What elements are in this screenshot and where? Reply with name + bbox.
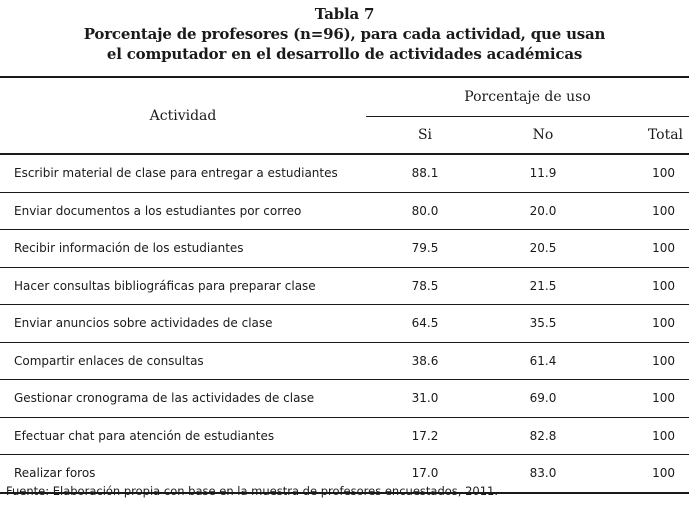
total-cell: 100 (602, 380, 689, 418)
total-cell: 100 (602, 455, 689, 493)
activity-cell: Compartir enlaces de consultas (0, 342, 366, 380)
total-cell: 100 (602, 417, 689, 455)
table-caption-line-1: Porcentaje de profesores (n=96), para cada actividad, que usan (83, 25, 606, 43)
activity-cell: Hacer consultas bibliográficas para preparar clase (0, 267, 366, 305)
si-cell: 64.5 (366, 305, 484, 343)
table-header (0, 77, 689, 154)
no-cell: 35.5 (484, 305, 602, 343)
activity-cell: Escribir material de clase para entregar a estudiantes (0, 154, 366, 192)
table-number: Tabla 7 (314, 5, 375, 23)
table-row (0, 305, 689, 343)
activity-cell: Enviar anuncios sobre actividades de clase (0, 305, 366, 343)
no-cell: 83.0 (484, 455, 602, 493)
total-cell: 100 (602, 305, 689, 343)
no-cell: 21.5 (484, 267, 602, 305)
table-row (0, 380, 689, 418)
table-body (0, 154, 689, 493)
si-cell: 31.0 (366, 380, 484, 418)
total-cell: 100 (602, 230, 689, 268)
activity-cell: Recibir información de los estudiantes (0, 230, 366, 268)
header-no: No (484, 117, 602, 155)
si-cell: 38.6 (366, 342, 484, 380)
no-cell: 20.0 (484, 192, 602, 230)
table-caption-line-2: el computador en el desarrollo de actividades académicas (106, 45, 583, 63)
no-cell: 69.0 (484, 380, 602, 418)
no-cell: 61.4 (484, 342, 602, 380)
header-total: Total (602, 117, 689, 155)
header-si: Si (366, 117, 484, 155)
table-row (0, 154, 689, 192)
table-row (0, 267, 689, 305)
si-cell: 17.2 (366, 417, 484, 455)
total-cell: 100 (602, 267, 689, 305)
table-row (0, 342, 689, 380)
header-activity: Actividad (0, 77, 366, 154)
activity-cell: Realizar foros (0, 455, 366, 493)
activity-cell: Efectuar chat para atención de estudiantes (0, 417, 366, 455)
header-usage-percentage: Porcentaje de uso (366, 77, 689, 117)
si-cell: 80.0 (366, 192, 484, 230)
table-row (0, 192, 689, 230)
no-cell: 82.8 (484, 417, 602, 455)
activity-cell: Gestionar cronograma de las actividades de clase (0, 380, 366, 418)
si-cell: 78.5 (366, 267, 484, 305)
table-row (0, 417, 689, 455)
total-cell: 100 (602, 342, 689, 380)
table-title (0, 4, 689, 64)
no-cell: 11.9 (484, 154, 602, 192)
source-note: Fuente: Elaboración propia con base en la muestra de profesores encuestados, 2011. (6, 484, 499, 498)
si-cell: 79.5 (366, 230, 484, 268)
usage-table (0, 76, 689, 494)
si-cell: 88.1 (366, 154, 484, 192)
no-cell: 20.5 (484, 230, 602, 268)
activity-cell: Enviar documentos a los estudiantes por correo (0, 192, 366, 230)
total-cell: 100 (602, 154, 689, 192)
table-row (0, 230, 689, 268)
total-cell: 100 (602, 192, 689, 230)
si-cell: 17.0 (366, 455, 484, 493)
